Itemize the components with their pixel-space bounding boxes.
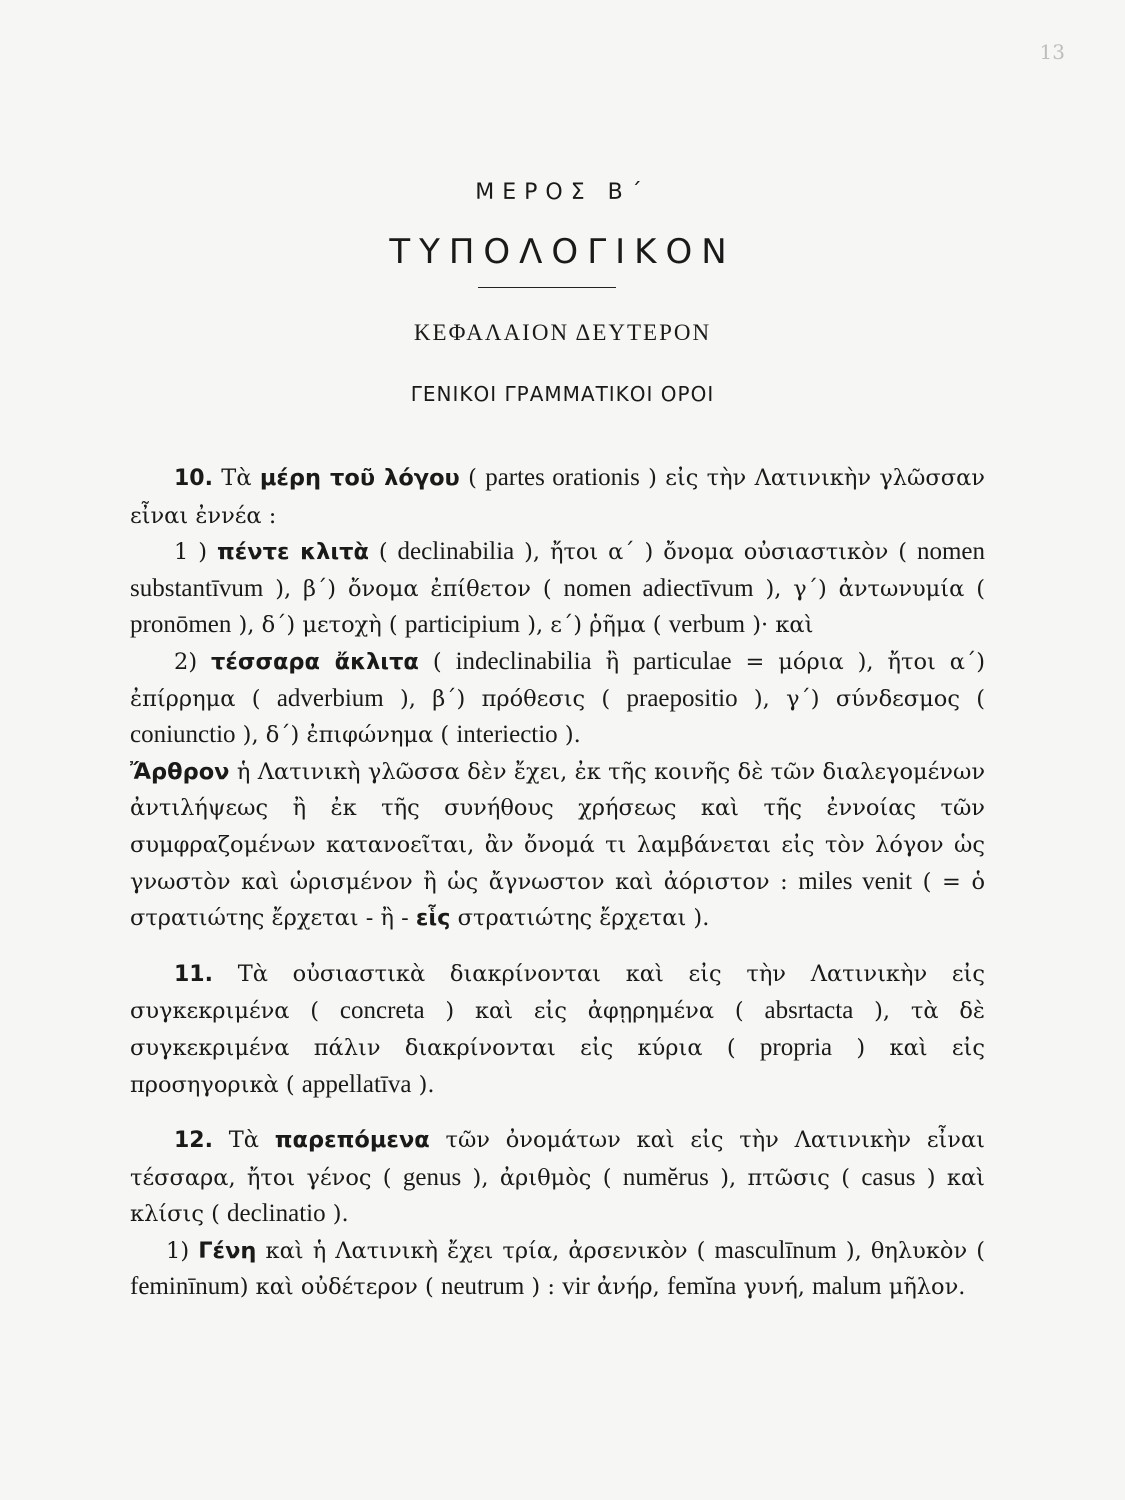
text: ), ἤτοι α΄ ) ὄνομα οὐσιαστικὸν ( <box>514 539 917 566</box>
latin-term: praepositio <box>626 684 738 712</box>
text: ) καὶ οὐδέτερον ( <box>239 1274 441 1301</box>
text: ) καὶ εἰς προσηγορικὰ ( <box>130 1034 985 1098</box>
text: Τὰ <box>212 465 260 491</box>
text: ), γ΄) σύνδεσμος ( <box>737 685 985 712</box>
latin-term: indeclinabilia <box>455 647 592 675</box>
text: ), θηλυκὸν ( <box>836 1237 986 1264</box>
text: = μόρια ), ἤτοι α΄) ἐπίρρημα ( <box>130 648 985 712</box>
text: Τὰ οὐσιαστικὰ διακρίνονται καὶ εἰς τὴν Λατινικὴν εἰς συγκεκριμένα ( <box>130 960 985 1025</box>
paragraph-11 <box>130 956 985 1103</box>
latin-term: masculīnum <box>714 1236 837 1264</box>
section-number-12: 12. <box>174 1128 213 1154</box>
section-number-10: 10. <box>174 466 213 491</box>
paragraph-10 <box>130 460 985 534</box>
text: ) : <box>524 1274 563 1301</box>
text: ). <box>325 1201 349 1228</box>
text: 1) <box>166 1237 199 1264</box>
page-number: 13 <box>1039 40 1065 64</box>
text: ( <box>459 465 486 491</box>
text: καὶ ἡ Λατινικὴ ἔχει τρία, ἀρσενικὸν ( <box>256 1237 715 1264</box>
text: ), β΄) ὄνομα ἐπίθετον ( <box>263 575 564 602</box>
text: τῶν ὀνομάτων καὶ εἰς τὴν Λατινικὴν εἶναι τέσσαρα, ἤτοι γένος ( <box>130 1127 985 1191</box>
latin-term: interiectio <box>456 721 558 749</box>
section-subtitle: ΓΕΝΙΚΟΙ ΓΡΑΜΜΑΤΙΚΟΙ ΟΡΟΙ <box>410 382 715 406</box>
keyword: Γένη <box>198 1237 257 1264</box>
paragraph-12-genders <box>130 1233 985 1306</box>
latin-term: miles venit <box>798 867 913 895</box>
keyword: Ἄρθρον <box>130 758 230 785</box>
title-divider <box>478 287 616 288</box>
keyword: παρεπόμενα <box>274 1127 430 1154</box>
section-number-11: 11. <box>174 961 213 987</box>
latin-term: feminīnum <box>130 1273 240 1301</box>
text: ). <box>557 722 581 749</box>
text: )· καὶ <box>745 612 814 639</box>
text: ) εἰς τὴν Λατινικὴν γλῶσσαν εἶναι ἐννέα : <box>130 465 985 529</box>
latin-term: malum <box>812 1273 882 1301</box>
text: ἢ <box>591 648 633 675</box>
latin-term: absrtacta <box>764 997 854 1025</box>
text: ( = ὁ στρατιώτης ἔρχεται - ἢ - <box>130 868 986 932</box>
latin-term: nomen adiectīvum <box>563 574 754 602</box>
chapter-heading: ΚΕΦΑΛΑΙΟΝ ΔΕΥΤΕΡΟΝ <box>413 320 712 345</box>
paragraph-10-item-2 <box>130 644 985 754</box>
latin-term: declinatio <box>227 1200 326 1228</box>
latin-term: neutrum <box>440 1273 525 1301</box>
body-text <box>130 460 985 1306</box>
text: ἀνήρ, <box>589 1274 667 1301</box>
text: ), ἀριθμὸς ( <box>461 1164 623 1191</box>
paragraph-12 <box>130 1122 985 1233</box>
text: Τὰ <box>212 1127 275 1154</box>
keyword: μέρη τοῦ λόγου <box>259 465 460 491</box>
keyword: πέντε κλιτὰ <box>216 539 369 566</box>
text: 2) <box>174 648 212 675</box>
latin-term: pronōmen <box>130 611 232 639</box>
text: ( <box>418 648 456 675</box>
latin-term: participium <box>404 611 521 639</box>
latin-term: adverbium <box>276 684 384 712</box>
text: ), ε΄) ῥῆμα ( <box>520 612 669 639</box>
text: ). <box>411 1071 435 1098</box>
part-heading: ΜΕΡΟΣ Β΄ <box>475 180 650 205</box>
text: μῆλον. <box>881 1274 966 1301</box>
latin-term: genus <box>402 1163 462 1191</box>
latin-term: verbum <box>668 611 746 639</box>
latin-term: casus <box>861 1163 916 1191</box>
text: ), τὰ δὲ συγκεκριμένα πάλιν διακρίνονται εἰς κύρια ( <box>130 998 985 1061</box>
text: ), γ΄) ἀντωνυμία ( <box>753 575 985 602</box>
text: ) καὶ εἰς ἀφῃρημένα ( <box>424 998 765 1025</box>
text: ), δ΄) ἐπιφώνημα ( <box>235 722 457 749</box>
latin-term: nomen substantīvum <box>130 538 985 602</box>
text: ἡ Λατινικὴ γλῶσσα δὲν ἔχει, ἐκ τῆς κοινῆς δὲ τῶν διαλεγομένων ἀντιλήψεως ἢ ἐκ τῆς συνήθους χρήσεως καὶ τῆς ἐννοίας τῶν συμφραζομένων κατανοεῖται, ἂν ὄνομά τι λαμβάνεται εἰς τὸν λόγον ὡς γνωστὸν καὶ ὡρισμένον ἢ ὡς ἄγνωστον καὶ ἀόριστον : <box>130 758 985 895</box>
text: ( <box>368 539 398 566</box>
latin-term: numĕrus <box>622 1163 709 1191</box>
latin-term: partes orationis <box>485 464 640 491</box>
text: ), β΄) πρόθεσις ( <box>383 685 627 712</box>
latin-term: coniunctio <box>130 721 236 749</box>
keyword: εἷς <box>415 905 451 932</box>
latin-term: declinabilia <box>397 538 515 566</box>
latin-term: appellatīva <box>301 1070 412 1098</box>
latin-term: particulae <box>633 647 732 675</box>
latin-term: vir <box>562 1273 590 1301</box>
page-title: ΤΥΠΟΛΟΓΙΚΟΝ <box>389 232 736 272</box>
text: στρατιώτης ἔρχεται ). <box>450 905 710 932</box>
keyword: τέσσαρα ἄκλιτα <box>211 648 419 675</box>
text: ), δ΄) μετοχὴ ( <box>231 612 405 639</box>
text: ) καὶ κλίσις ( <box>130 1164 985 1228</box>
text: γυνή, <box>736 1274 813 1301</box>
latin-term: concreta <box>339 997 425 1025</box>
paragraph-10-item-1 <box>130 534 985 644</box>
paragraph-article <box>130 754 985 937</box>
text: ), πτῶσις ( <box>708 1164 862 1191</box>
latin-term: femĭna <box>666 1273 737 1301</box>
text: 1 ) <box>174 539 217 566</box>
latin-term: propria <box>759 1033 833 1061</box>
